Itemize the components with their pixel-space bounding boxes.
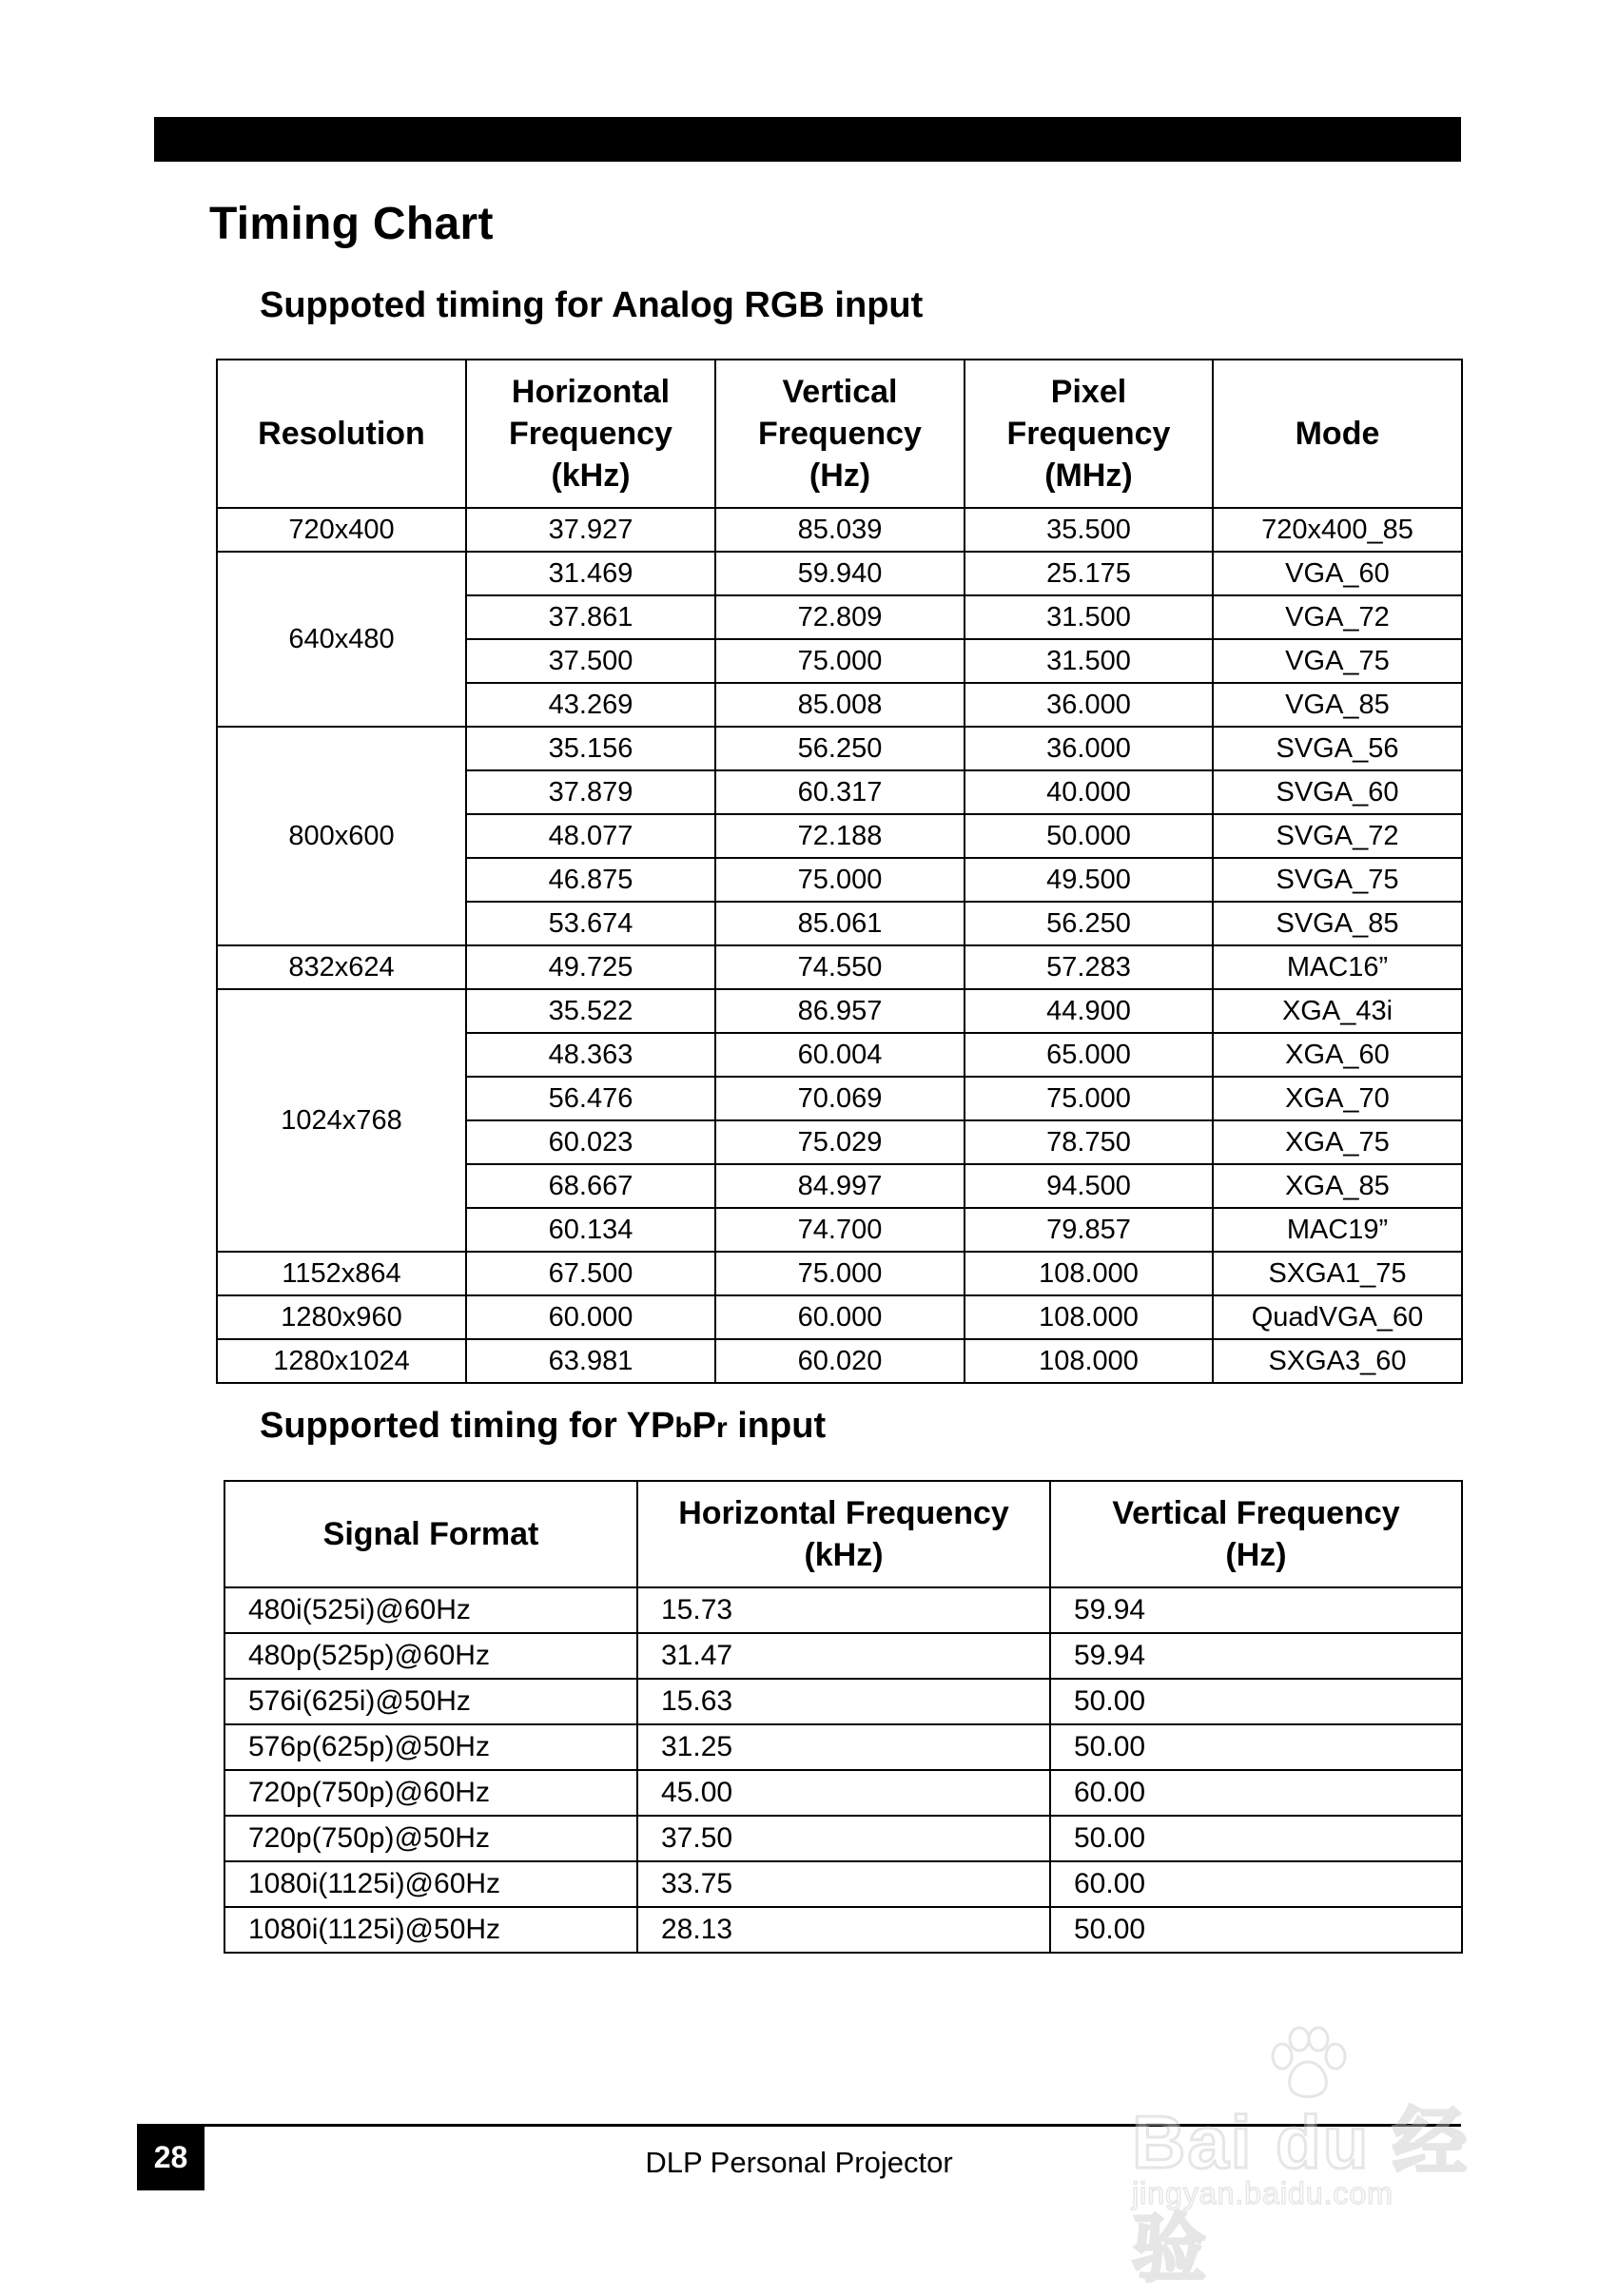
cell-horizontal-frequency: 28.13: [637, 1907, 1050, 1953]
cell-vertical-frequency: 75.000: [715, 858, 965, 902]
cell-mode: VGA_85: [1213, 683, 1462, 727]
cell-horizontal-frequency: 15.73: [637, 1587, 1050, 1633]
cell-pixel-frequency: 40.000: [965, 770, 1213, 814]
cell-vertical-frequency: 74.550: [715, 945, 965, 989]
cell-vertical-frequency: 60.004: [715, 1033, 965, 1077]
cell-horizontal-frequency: 43.269: [466, 683, 715, 727]
cell-vertical-frequency: 50.00: [1050, 1907, 1462, 1953]
header-bar: [154, 117, 1461, 162]
cell-mode: MAC16”: [1213, 945, 1462, 989]
cell-vertical-frequency: 75.029: [715, 1120, 965, 1164]
cell-pixel-frequency: 78.750: [965, 1120, 1213, 1164]
cell-horizontal-frequency: 31.25: [637, 1724, 1050, 1770]
cell-vertical-frequency: 75.000: [715, 639, 965, 683]
section-title-ypbpr: Supported timing for YPbPr input: [260, 1406, 827, 1446]
cell-horizontal-frequency: 60.023: [466, 1120, 715, 1164]
table-row: [217, 552, 1462, 595]
cell-mode: XGA_75: [1213, 1120, 1462, 1164]
column-header-horizontal-frequency: Horizontal Frequency (kHz): [466, 360, 715, 508]
cell-vertical-frequency: 86.957: [715, 989, 965, 1033]
cell-pixel-frequency: 35.500: [965, 508, 1213, 552]
cell-horizontal-frequency: 37.50: [637, 1816, 1050, 1861]
cell-pixel-frequency: 94.500: [965, 1164, 1213, 1208]
column-header-pixel-frequency: Pixel Frequency (MHz): [965, 360, 1213, 508]
cell-signal-format: 480p(525p)@60Hz: [224, 1633, 637, 1679]
cell-mode: SVGA_75: [1213, 858, 1462, 902]
cell-horizontal-frequency: 33.75: [637, 1861, 1050, 1907]
cell-horizontal-frequency: 49.725: [466, 945, 715, 989]
column-header-resolution: Resolution: [217, 360, 466, 508]
cell-pixel-frequency: 108.000: [965, 1295, 1213, 1339]
table-row: [217, 1295, 1462, 1339]
cell-mode: VGA_75: [1213, 639, 1462, 683]
table-row: [217, 989, 1462, 1033]
cell-signal-format: 1080i(1125i)@60Hz: [224, 1861, 637, 1907]
cell-horizontal-frequency: 48.363: [466, 1033, 715, 1077]
table-row: [224, 1679, 1462, 1724]
cell-vertical-frequency: 74.700: [715, 1208, 965, 1252]
column-header-signal-format: Signal Format: [224, 1481, 637, 1587]
cell-vertical-frequency: 85.039: [715, 508, 965, 552]
cell-pixel-frequency: 36.000: [965, 683, 1213, 727]
cell-horizontal-frequency: 60.134: [466, 1208, 715, 1252]
table-row: [217, 1339, 1462, 1383]
cell-mode: QuadVGA_60: [1213, 1295, 1462, 1339]
cell-mode: SXGA3_60: [1213, 1339, 1462, 1383]
ypbpr-table-body: [224, 1587, 1462, 1953]
cell-resolution: 1024x768: [217, 989, 466, 1252]
watermark-logo-text: Bai du 经验: [1132, 2100, 1470, 2290]
cell-vertical-frequency: 60.00: [1050, 1770, 1462, 1816]
cell-pixel-frequency: 65.000: [965, 1033, 1213, 1077]
column-header-vertical-frequency: Vertical Frequency (Hz): [1050, 1481, 1462, 1587]
table-row: [224, 1907, 1462, 1953]
cell-vertical-frequency: 85.008: [715, 683, 965, 727]
analog-rgb-table-body: [217, 508, 1462, 1383]
cell-mode: XGA_85: [1213, 1164, 1462, 1208]
table-row: [217, 508, 1462, 552]
cell-mode: SVGA_60: [1213, 770, 1462, 814]
cell-mode: MAC19”: [1213, 1208, 1462, 1252]
cell-resolution: 832x624: [217, 945, 466, 989]
column-header-mode: Mode: [1213, 360, 1462, 508]
cell-vertical-frequency: 70.069: [715, 1077, 965, 1120]
cell-signal-format: 720p(750p)@60Hz: [224, 1770, 637, 1816]
cell-signal-format: 480i(525i)@60Hz: [224, 1587, 637, 1633]
cell-vertical-frequency: 56.250: [715, 727, 965, 770]
table-row: [217, 945, 1462, 989]
cell-resolution: 720x400: [217, 508, 466, 552]
cell-pixel-frequency: 57.283: [965, 945, 1213, 989]
cell-pixel-frequency: 108.000: [965, 1339, 1213, 1383]
cell-pixel-frequency: 36.000: [965, 727, 1213, 770]
cell-horizontal-frequency: 37.879: [466, 770, 715, 814]
table-header-row: [224, 1481, 1462, 1587]
table-row: [224, 1633, 1462, 1679]
cell-horizontal-frequency: 68.667: [466, 1164, 715, 1208]
cell-mode: 720x400_85: [1213, 508, 1462, 552]
cell-horizontal-frequency: 37.500: [466, 639, 715, 683]
table-row: [224, 1861, 1462, 1907]
cell-vertical-frequency: 50.00: [1050, 1724, 1462, 1770]
cell-vertical-frequency: 50.00: [1050, 1816, 1462, 1861]
cell-horizontal-frequency: 46.875: [466, 858, 715, 902]
cell-resolution: 1152x864: [217, 1252, 466, 1295]
cell-pixel-frequency: 25.175: [965, 552, 1213, 595]
cell-vertical-frequency: 72.188: [715, 814, 965, 858]
table-row: [224, 1816, 1462, 1861]
cell-vertical-frequency: 60.000: [715, 1295, 965, 1339]
cell-vertical-frequency: 50.00: [1050, 1679, 1462, 1724]
cell-vertical-frequency: 72.809: [715, 595, 965, 639]
table-header-row: [217, 360, 1462, 508]
cell-mode: SVGA_85: [1213, 902, 1462, 945]
cell-resolution: 800x600: [217, 727, 466, 945]
cell-resolution: 640x480: [217, 552, 466, 727]
cell-horizontal-frequency: 56.476: [466, 1077, 715, 1120]
cell-horizontal-frequency: 53.674: [466, 902, 715, 945]
column-header-horizontal-frequency: Horizontal Frequency (kHz): [637, 1481, 1050, 1587]
cell-pixel-frequency: 75.000: [965, 1077, 1213, 1120]
cell-pixel-frequency: 31.500: [965, 639, 1213, 683]
cell-mode: XGA_43i: [1213, 989, 1462, 1033]
cell-horizontal-frequency: 31.47: [637, 1633, 1050, 1679]
table-row: [224, 1724, 1462, 1770]
cell-pixel-frequency: 31.500: [965, 595, 1213, 639]
cell-signal-format: 576i(625i)@50Hz: [224, 1679, 637, 1724]
table-row: [217, 727, 1462, 770]
cell-horizontal-frequency: 37.927: [466, 508, 715, 552]
cell-signal-format: 720p(750p)@50Hz: [224, 1816, 637, 1861]
cell-mode: XGA_60: [1213, 1033, 1462, 1077]
footer-product-name: DLP Personal Projector: [645, 2146, 953, 2179]
cell-vertical-frequency: 75.000: [715, 1252, 965, 1295]
table-row: [217, 1252, 1462, 1295]
table-row: [224, 1770, 1462, 1816]
cell-pixel-frequency: 49.500: [965, 858, 1213, 902]
cell-vertical-frequency: 85.061: [715, 902, 965, 945]
cell-horizontal-frequency: 45.00: [637, 1770, 1050, 1816]
page-title: Timing Chart: [209, 199, 494, 249]
cell-mode: XGA_70: [1213, 1077, 1462, 1120]
analog-rgb-timing-table: [216, 359, 1463, 1384]
cell-horizontal-frequency: 35.522: [466, 989, 715, 1033]
cell-mode: VGA_60: [1213, 552, 1462, 595]
cell-horizontal-frequency: 35.156: [466, 727, 715, 770]
cell-pixel-frequency: 44.900: [965, 989, 1213, 1033]
cell-vertical-frequency: 60.020: [715, 1339, 965, 1383]
cell-vertical-frequency: 59.94: [1050, 1587, 1462, 1633]
watermark-url: jingyan.baidu.com: [1132, 2176, 1393, 2210]
cell-pixel-frequency: 56.250: [965, 902, 1213, 945]
cell-vertical-frequency: 59.940: [715, 552, 965, 595]
column-header-vertical-frequency: Vertical Frequency (Hz): [715, 360, 965, 508]
cell-signal-format: 1080i(1125i)@50Hz: [224, 1907, 637, 1953]
cell-horizontal-frequency: 48.077: [466, 814, 715, 858]
cell-mode: SVGA_56: [1213, 727, 1462, 770]
cell-pixel-frequency: 79.857: [965, 1208, 1213, 1252]
table-row: [224, 1587, 1462, 1633]
cell-horizontal-frequency: 67.500: [466, 1252, 715, 1295]
section-title-analog-rgb: Suppoted timing for Analog RGB input: [260, 285, 924, 325]
page-number: 28: [137, 2124, 205, 2190]
cell-resolution: 1280x1024: [217, 1339, 466, 1383]
cell-horizontal-frequency: 63.981: [466, 1339, 715, 1383]
cell-horizontal-frequency: 60.000: [466, 1295, 715, 1339]
cell-vertical-frequency: 84.997: [715, 1164, 965, 1208]
cell-resolution: 1280x960: [217, 1295, 466, 1339]
cell-horizontal-frequency: 31.469: [466, 552, 715, 595]
cell-pixel-frequency: 108.000: [965, 1252, 1213, 1295]
cell-horizontal-frequency: 15.63: [637, 1679, 1050, 1724]
cell-signal-format: 576p(625p)@50Hz: [224, 1724, 637, 1770]
cell-vertical-frequency: 60.00: [1050, 1861, 1462, 1907]
baidu-jingyan-watermark: [1132, 2016, 1512, 2290]
cell-mode: SVGA_72: [1213, 814, 1462, 858]
ypbpr-timing-table: [224, 1480, 1463, 1954]
cell-pixel-frequency: 50.000: [965, 814, 1213, 858]
cell-vertical-frequency: 59.94: [1050, 1633, 1462, 1679]
cell-mode: VGA_72: [1213, 595, 1462, 639]
cell-mode: SXGA1_75: [1213, 1252, 1462, 1295]
cell-horizontal-frequency: 37.861: [466, 595, 715, 639]
cell-vertical-frequency: 60.317: [715, 770, 965, 814]
